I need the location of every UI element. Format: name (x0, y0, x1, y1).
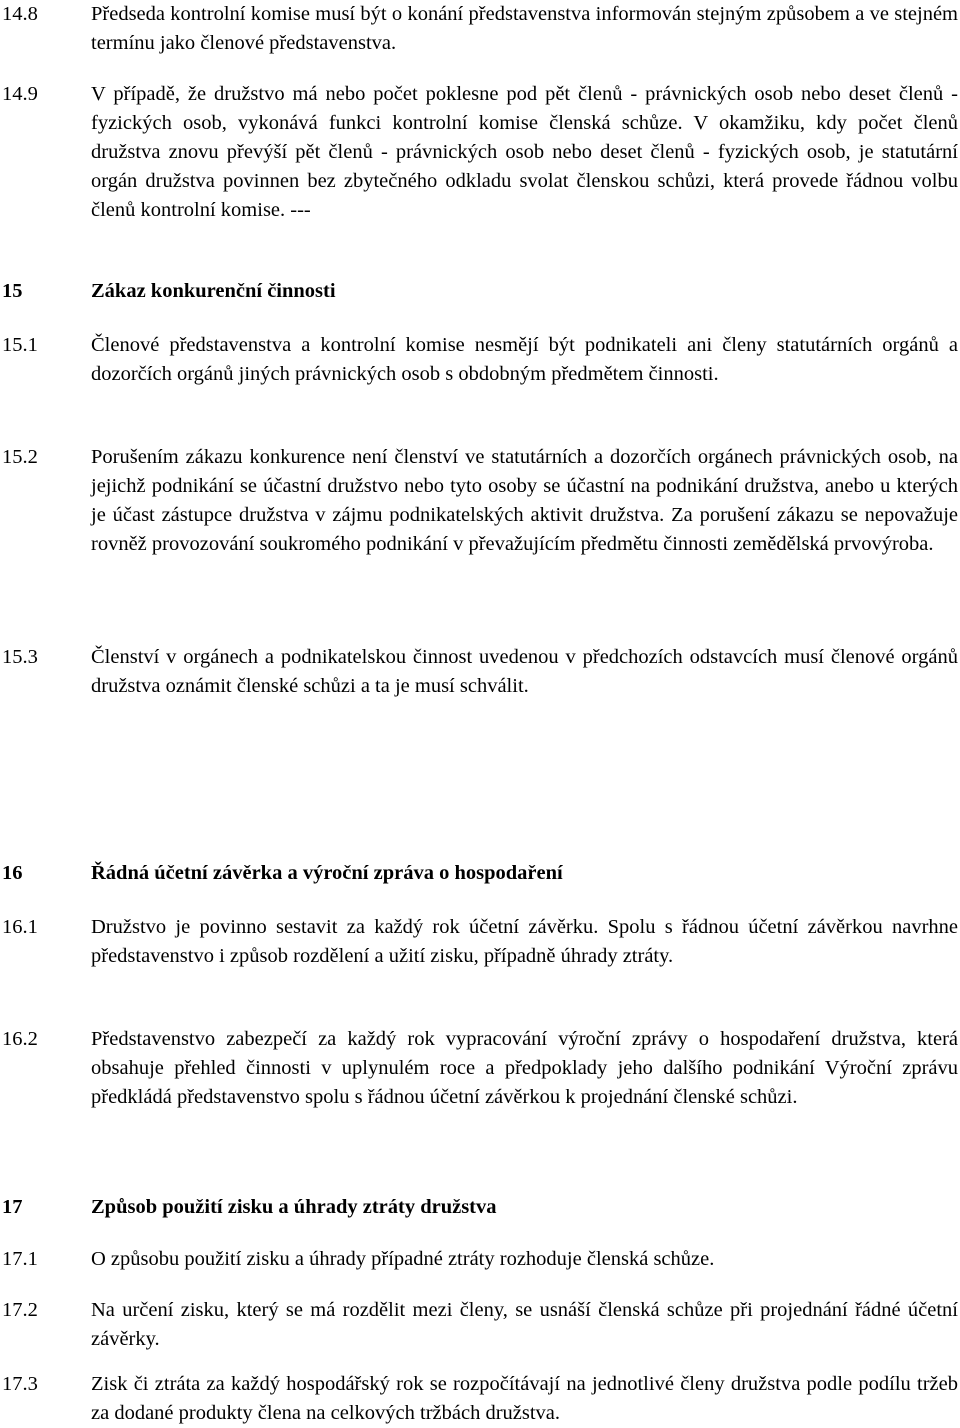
paragraph-number: 16.2 (2, 1028, 38, 1050)
section-title: Zákaz konkurenční činnosti (91, 280, 336, 302)
section-number: 16 (2, 862, 23, 884)
paragraph-number: 17.2 (2, 1299, 38, 1321)
paragraph-number: 14.9 (2, 83, 38, 105)
paragraph-text: Představenstvo zabezpečí za každý rok vypracování výroční zprávy o hospodaření družstva, která obsahuje přehled činnosti v uplynulém roce a předpoklady jeho dalšího podnikání Výroční zprávu předkládá představenstvo spolu s řádnou účetní závěrkou k projednání členské schůzi. (91, 1028, 958, 1108)
section-title: Způsob použití zisku a úhrady ztráty družstva (91, 1196, 497, 1218)
paragraph-text: Družstvo je povinno sestavit za každý rok účetní závěrku. Spolu s řádnou účetní závěrkou navrhne představenstvo i způsob rozdělení a užití zisku, případně úhrady ztráty. (91, 916, 958, 967)
paragraph-text: Členové představenstva a kontrolní komise nesmějí být podnikateli ani členy statutárních orgánů a dozorčích orgánů jiných právnických osob s obdobným předmětem činnosti. (91, 334, 958, 385)
paragraph-number: 15.2 (2, 446, 38, 468)
paragraph-number: 17.3 (2, 1373, 38, 1395)
paragraph-text: Zisk či ztráta za každý hospodářský rok se rozpočítávají na jednotlivé členy družstva podle podílu tržeb za dodané produkty člena na celkových tržbách družstva. (91, 1373, 958, 1424)
paragraph-text: Porušením zákazu konkurence není členství ve statutárních a dozorčích orgánech právnických osob, na jejichž podnikání se účastní družstvo nebo tyto osoby se účastní na podnikání družstva, anebo u kterých je účast zástupce družstva v zájmu podnikatelských aktivit družstva. Za porušení zákazu se nepovažuje rovněž provozování soukromého podnikání v převažujícím předmětu činnosti zemědělská prvovýroba. (91, 446, 958, 555)
paragraph-number: 16.1 (2, 916, 38, 938)
section-number: 15 (2, 280, 23, 302)
paragraph-text: Na určení zisku, který se má rozdělit mezi členy, se usnáší členská schůze při projednání řádné účetní závěrky. (91, 1299, 958, 1350)
paragraph-number: 17.1 (2, 1248, 38, 1270)
paragraph-text: Předseda kontrolní komise musí být o konání představenstva informován stejným způsobem a ve stejném termínu jako členové představenstva. (91, 3, 958, 54)
paragraph-text: V případě, že družstvo má nebo počet poklesne pod pět členů - právnických osob nebo deset členů - fyzických osob, vykonává funkci kontrolní komise členská schůze. V okamžiku, kdy počet členů družstva znovu převýší pět členů - právnických osob nebo deset členů - fyzických osob, je statutární orgán družstva povinnen bez zbytečného odkladu svolat členskou schůzi, která provede řádnou volbu členů kontrolní komise. --- (91, 83, 958, 221)
paragraph-text: Členství v orgánech a podnikatelskou činnost uvedenou v předchozích odstavcích musí členové orgánů družstva oznámit členské schůzi a ta je musí schválit. (91, 646, 958, 697)
paragraph-number: 15.1 (2, 334, 38, 356)
paragraph-number: 14.8 (2, 3, 38, 25)
section-number: 17 (2, 1196, 23, 1218)
paragraph-number: 15.3 (2, 646, 38, 668)
paragraph-text: O způsobu použití zisku a úhrady případné ztráty rozhoduje členská schůze. (91, 1248, 715, 1270)
section-title: Řádná účetní závěrka a výroční zpráva o hospodaření (91, 862, 563, 884)
